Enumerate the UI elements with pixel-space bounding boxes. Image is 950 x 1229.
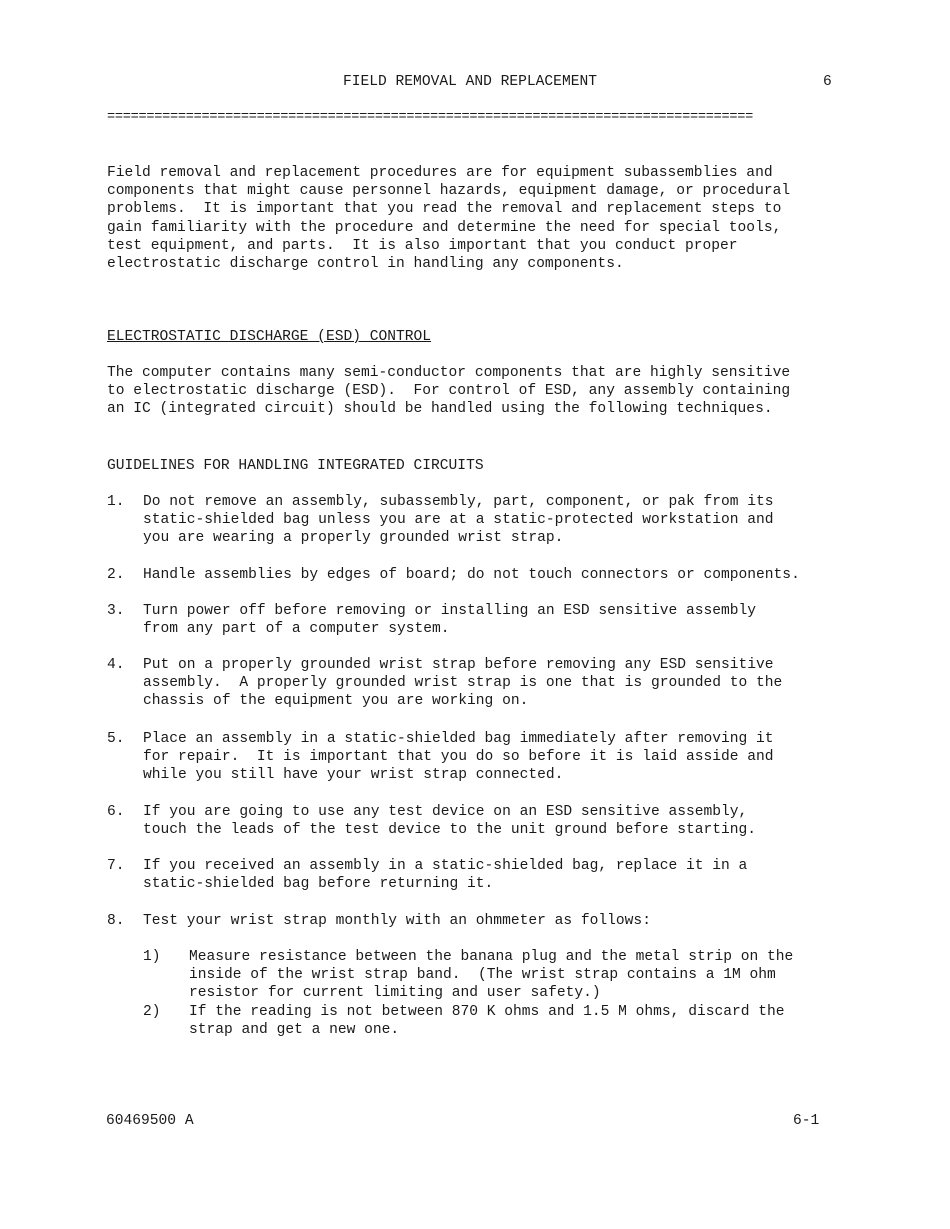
guideline-text: Put on a properly grounded wrist strap before removing any ESD sensitive assembly. A properly grounded wrist strap is one that is grounded to the chassis of the equipment you are working on. bbox=[143, 657, 783, 710]
header-title: FIELD REMOVAL AND REPLACEMENT bbox=[343, 74, 597, 90]
guideline-number: 1. bbox=[107, 494, 125, 510]
guideline-text: If you are going to use any test device on an ESD sensitive assembly, touch the leads of the test device to the unit ground before starting. bbox=[143, 804, 757, 839]
header-chapter-number: 6 bbox=[823, 74, 832, 90]
guideline-number: 7. bbox=[107, 858, 125, 874]
guideline-number: 6. bbox=[107, 804, 125, 820]
header-rule: ================================================================================== bbox=[107, 110, 753, 125]
esd-section-heading: ELECTROSTATIC DISCHARGE (ESD) CONTROL bbox=[107, 329, 432, 345]
guideline-text: If you received an assembly in a static-shielded bag, replace it in a static-shielded bag before returning it. bbox=[143, 858, 748, 893]
ohmmeter-step-number: 1) bbox=[143, 949, 161, 965]
intro-paragraph: Field removal and replacement procedures are for equipment subassemblies and components that might cause personnel hazards, equipment damage, or procedural problems. It is important that you read the removal and replacement steps to gain familiarity with the procedure and determine the need for special tools, test equipment, and parts. It is also important that you conduct proper electrostatic discharge control in handling any components. bbox=[107, 165, 791, 273]
guideline-text: Do not remove an assembly, subassembly, part, component, or pak from its static-shielded bag unless you are at a static-protected workstation and you are wearing a properly grounded wrist strap. bbox=[143, 494, 774, 547]
guidelines-heading: GUIDELINES FOR HANDLING INTEGRATED CIRCUITS bbox=[107, 458, 484, 474]
esd-section-body: The computer contains many semi-conductor components that are highly sensitive to electrostatic discharge (ESD). For control of ESD, any assembly containing an IC (integrated circuit) should be handled using the following techniques. bbox=[107, 365, 791, 418]
guideline-number: 3. bbox=[107, 603, 125, 619]
ohmmeter-step-text: If the reading is not between 870 K ohms and 1.5 M ohms, discard the strap and get a new one. bbox=[189, 1004, 785, 1039]
guideline-text: Test your wrist strap monthly with an ohmmeter as follows: bbox=[143, 913, 651, 929]
guideline-number: 5. bbox=[107, 731, 125, 747]
footer-document-number: 60469500 A bbox=[106, 1113, 194, 1129]
footer-page-number: 6-1 bbox=[793, 1113, 820, 1129]
ohmmeter-step-text: Measure resistance between the banana plug and the metal strip on the inside of the wrist strap band. (The wrist strap contains a 1M ohm resistor for current limiting and user safety.) bbox=[189, 949, 794, 1002]
guideline-text: Turn power off before removing or installing an ESD sensitive assembly from any part of a computer system. bbox=[143, 603, 757, 638]
guideline-number: 8. bbox=[107, 913, 125, 929]
guideline-text: Handle assemblies by edges of board; do not touch connectors or components. bbox=[143, 567, 800, 583]
guideline-number: 2. bbox=[107, 567, 125, 583]
guideline-text: Place an assembly in a static-shielded bag immediately after removing it for repair. It is important that you do so before it is laid asside and while you still have your wrist strap connected. bbox=[143, 731, 774, 784]
ohmmeter-step-number: 2) bbox=[143, 1004, 161, 1020]
guideline-number: 4. bbox=[107, 657, 125, 673]
